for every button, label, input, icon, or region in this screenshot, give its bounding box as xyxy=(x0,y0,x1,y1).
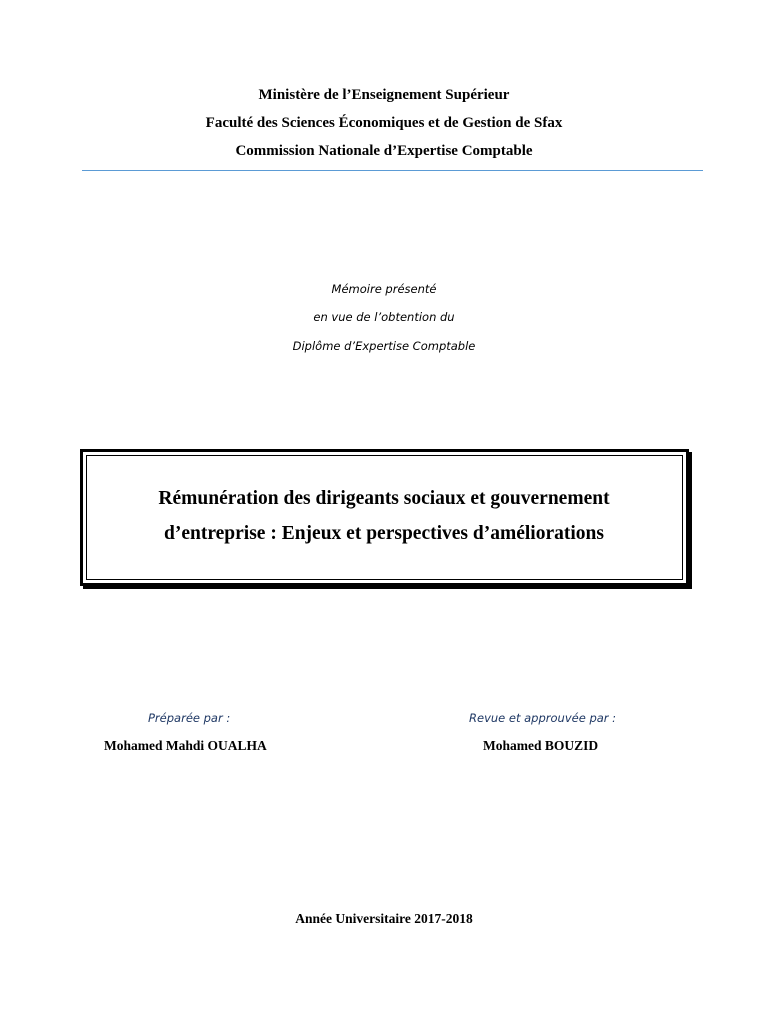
memoire-line-2: en vue de l’obtention du xyxy=(313,310,455,324)
title-frame-inner-border xyxy=(86,455,683,580)
thesis-title-line-1: Rémunération des dirigeants sociaux et gouvernement xyxy=(158,488,610,509)
reviewer-name: Mohamed BOUZID xyxy=(483,738,599,753)
reviewed-by-label: Revue et approuvée par : xyxy=(469,711,617,725)
prepared-by-label: Préparée par : xyxy=(148,711,231,725)
thesis-title-line-2: d’entreprise : Enjeux et perspectives d’améliorations xyxy=(164,523,604,544)
commission-heading: Commission Nationale d’Expertise Comptable xyxy=(235,143,533,159)
memoire-line-3: Diplôme d’Expertise Comptable xyxy=(292,339,476,353)
academic-year: Année Universitaire 2017-2018 xyxy=(295,911,473,926)
memoire-line-1: Mémoire présenté xyxy=(331,282,437,296)
title-frame xyxy=(80,449,689,586)
faculty-heading: Faculté des Sciences Économiques et de Gestion de Sfax xyxy=(205,115,563,131)
author-name: Mohamed Mahdi OUALHA xyxy=(104,738,267,753)
header-divider xyxy=(82,170,703,171)
ministry-heading: Ministère de l’Enseignement Supérieur xyxy=(258,87,510,103)
